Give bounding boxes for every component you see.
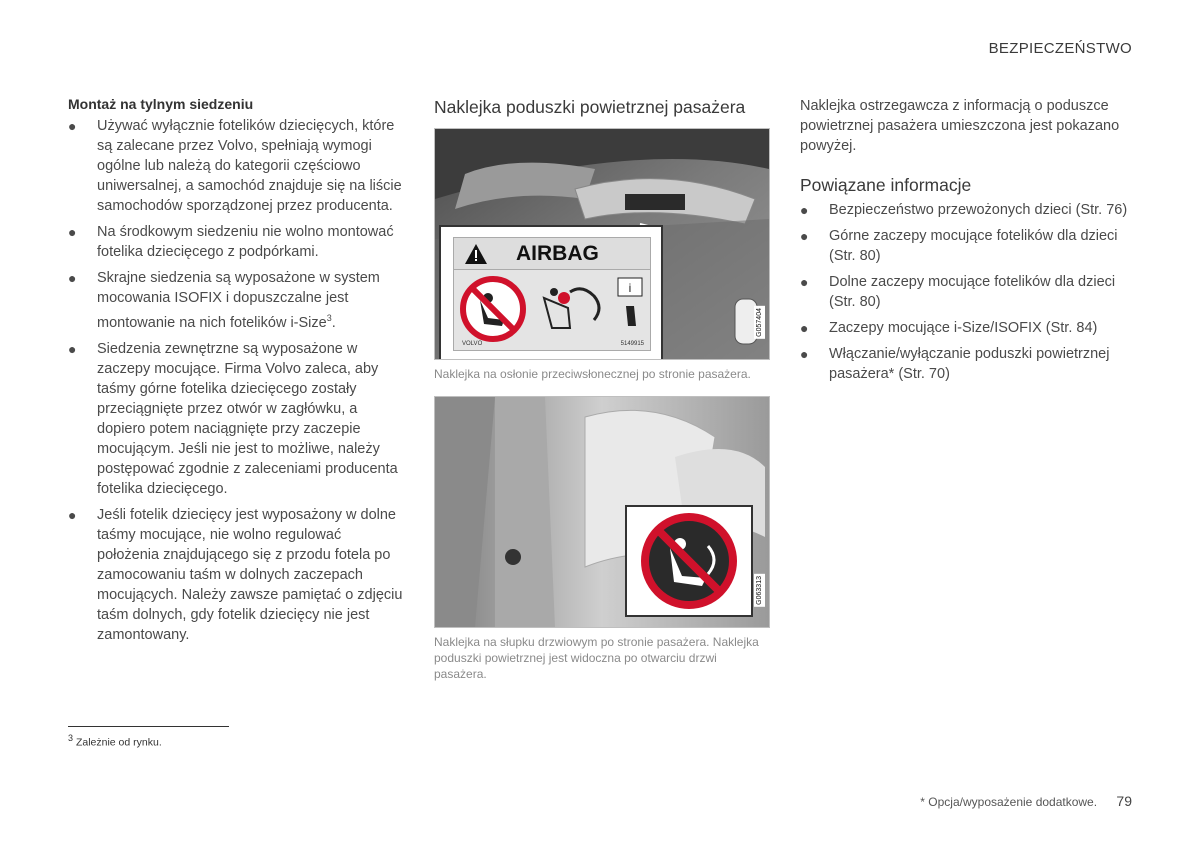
optional-equipment-note: * Opcja/wyposażenie dodatkowe. xyxy=(920,795,1098,809)
related-link-text[interactable]: Dolne zaczepy mocujące fotelików dla dzieci (Str. 80) xyxy=(829,274,1116,310)
list-item-text: Używać wyłącznie fotelików dziecięcych, które są zalecane przez Volvo, spełniają wymogi ogólne lub należą do kategorii częściowo uniwersalnej, a samochód znajduje się na liście samochodów sporządzonej przez producenta. xyxy=(97,118,402,214)
footnote-number: 3 xyxy=(68,733,74,743)
bullet-icon: ● xyxy=(800,274,809,290)
no-child-seat-callout xyxy=(625,505,753,617)
related-link[interactable] xyxy=(800,272,1136,312)
no-child-seat-icon xyxy=(458,274,528,344)
footnote-divider xyxy=(68,726,229,727)
airbag-label-heading: Naklejka poduszki powietrznej pasażera xyxy=(434,97,746,117)
list-item xyxy=(68,116,404,216)
airbag-pictograms xyxy=(453,269,651,351)
page-footer xyxy=(920,793,1132,809)
no-child-seat-icon xyxy=(640,512,738,610)
related-link[interactable] xyxy=(800,200,1136,220)
figure-caption: Naklejka na słupku drzwiowym po stronie pasażera. Naklejka poduszki powietrznej jest widoczna po otwarciu drzwi pasażera. xyxy=(434,635,759,681)
airbag-warning-bar xyxy=(453,237,651,271)
related-link-text[interactable]: Zaczepy mocujące i-Size/ISOFIX (Str. 84) xyxy=(829,320,1098,336)
figure-code: G057404 xyxy=(756,308,763,337)
figure-code: G063313 xyxy=(756,576,763,605)
related-link-text[interactable]: Włączanie/wyłączanie poduszki powietrznej pasażera* (Str. 70) xyxy=(829,346,1110,382)
related-link[interactable] xyxy=(800,226,1136,266)
left-column xyxy=(68,96,404,651)
intro-paragraph: Naklejka ostrzegawcza z informacją o poduszce powietrznej pasażera umieszczona jest pokazano powyżej. xyxy=(800,98,1120,154)
related-heading: Powiązane informacje xyxy=(800,175,972,195)
bullet-icon: ● xyxy=(800,228,809,244)
related-link-text[interactable]: Bezpieczeństwo przewożonych dzieci (Str. 76) xyxy=(829,202,1128,218)
section-title: BEZPIECZEŃSTWO xyxy=(988,40,1132,57)
related-link-text[interactable]: Górne zaczepy mocujące fotelików dla dzieci (Str. 80) xyxy=(829,228,1118,264)
figure-caption: Naklejka na osłonie przeciwsłonecznej po stronie pasażera. xyxy=(434,367,751,381)
sticker-part-code: 5149915 xyxy=(620,341,644,347)
list-item-text: Skrajne siedzenia są wyposażone w system mocowania ISOFIX i dopuszczalne jest montowanie na nich fotelików i-Size xyxy=(97,270,380,331)
rear-seat-list xyxy=(68,116,404,645)
bullet-icon: ● xyxy=(68,340,77,357)
door-pillar-image xyxy=(434,396,770,628)
airbag-deploy-icon xyxy=(534,278,612,338)
svg-text:i: i xyxy=(628,281,632,295)
bullet-icon: ● xyxy=(800,320,809,336)
footnote-text: Zależnie od rynku. xyxy=(75,736,162,749)
bullet-icon: ● xyxy=(68,118,77,134)
related-list xyxy=(800,200,1136,384)
airbag-sticker-callout xyxy=(439,225,663,360)
right-column xyxy=(800,96,1136,390)
list-item-text: Jeśli fotelik dziecięcy jest wyposażony w dolne taśmy mocujące, nie wolno regulować położenia znajdującego się z przodu fotela po zamocowaniu taśm w dolnych zaczepach mocujących. Należy zawsze pamiętać o zdjęciu taśm dolnych, gdy fotelik dziecięcy nie jest zamontowany. xyxy=(97,506,403,643)
list-item-text: Siedzenia zewnętrzne są wyposażone w zaczepy mocujące. Firma Volvo zaleca, aby taśmy górne fotelika dziecięcego zostały przeciągnięte przez otwór w zagłówku, a dopiero potem naciągnięte przy zaczepie mocującym. Jeśli nie jest to możliwe, należy postępować zgodnie z zaleceniami producenta fotelika dziecięcego. xyxy=(97,340,398,497)
list-item xyxy=(68,339,404,499)
warning-triangle-icon xyxy=(464,243,488,265)
footnote xyxy=(68,733,162,749)
related-link[interactable] xyxy=(800,318,1136,338)
middle-column xyxy=(434,96,770,696)
footnote-ref[interactable]: 3 xyxy=(326,313,332,323)
sun-visor-image xyxy=(434,128,770,360)
related-link[interactable] xyxy=(800,344,1136,384)
bullet-icon: ● xyxy=(68,506,77,523)
bullet-icon: ● xyxy=(800,346,809,362)
manual-book-icon xyxy=(616,276,646,336)
bullet-icon: ● xyxy=(800,202,809,218)
rear-seat-heading: Montaż na tylnym siedzeniu xyxy=(68,96,254,112)
bullet-icon: ● xyxy=(68,224,77,240)
bullet-icon: ● xyxy=(68,270,77,286)
list-item xyxy=(68,505,404,645)
airbag-label: AIRBAG xyxy=(516,242,599,265)
brand-label: VOLVO xyxy=(462,341,483,347)
list-item xyxy=(68,222,404,262)
list-item: ● Skrajne siedzenia są wyposażone w system mocowania ISOFIX i dopuszczalne jest montowanie na nich fotelików i-Size$^3$. xyxy=(68,270,380,331)
list-item-text: Na środkowym siedzeniu nie wolno montować fotelika dziecięcego z podpórkami. xyxy=(97,224,394,260)
page-number: 79 xyxy=(1116,793,1132,809)
